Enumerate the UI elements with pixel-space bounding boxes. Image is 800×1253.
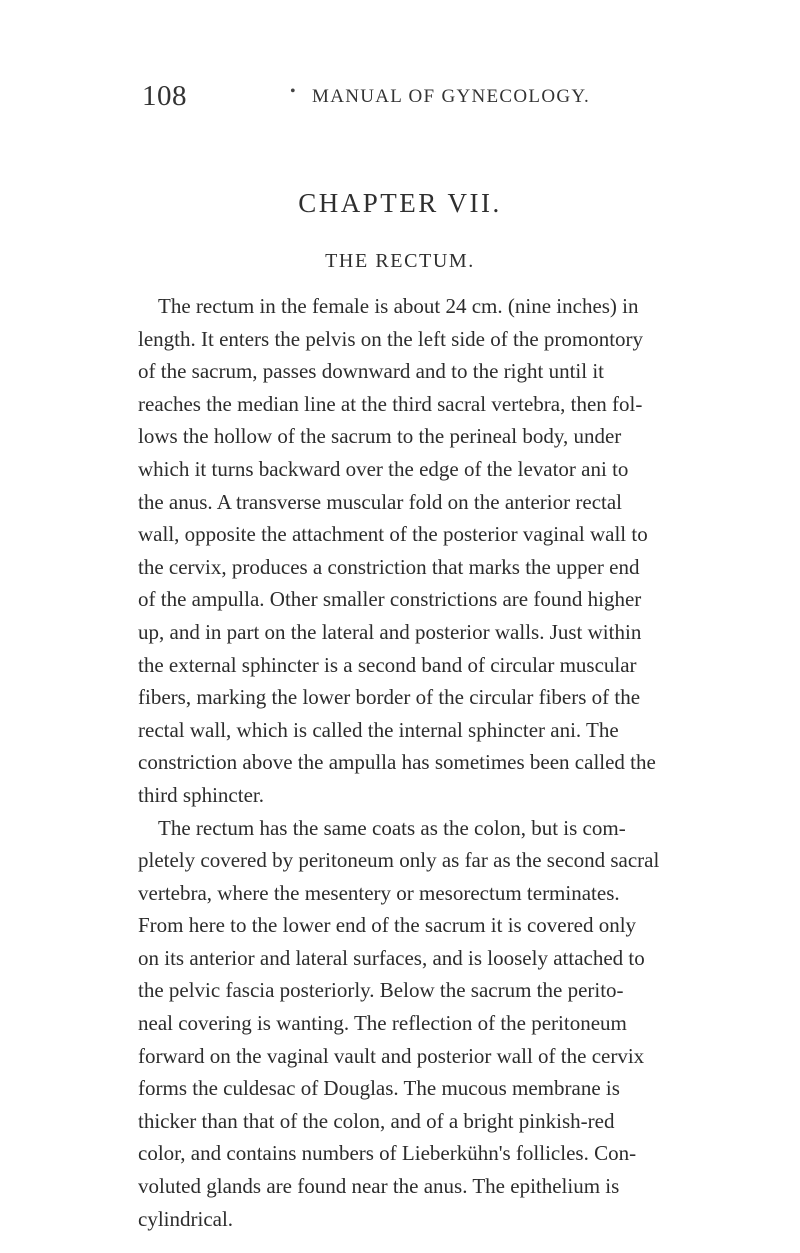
text-line: fibers, marking the lower border of the circular fibers of the: [138, 685, 641, 710]
text-line: third sphincter.: [138, 782, 264, 807]
text-line: lows the hollow of the sacrum to the perineal body, under: [138, 424, 622, 449]
text-line: forms the culdesac of Douglas. The mucous membrane is: [138, 1076, 620, 1101]
text-line: thicker than that of the colon, and of a bright pinkish-red: [138, 1108, 615, 1133]
page-number: 108: [142, 80, 187, 112]
chapter-title: THE RECTUM.: [325, 250, 475, 272]
chapter-heading: CHAPTER VII.: [298, 188, 502, 218]
text-line: up, and in part on the lateral and posterior walls. Just within: [138, 619, 642, 644]
body-text: [138, 290, 660, 1235]
text-line: constriction above the ampulla has sometimes been called the: [138, 750, 656, 775]
text-line: color, and contains numbers of Lieberkühn's follicles. Con-: [138, 1141, 637, 1166]
text-line: vertebra, where the mesentery or mesorectum terminates.: [138, 880, 620, 905]
text-line: length. It enters the pelvis on the left side of the promontory: [138, 326, 644, 351]
text-line: of the ampulla. Other smaller constrictions are found higher: [138, 587, 642, 612]
text-line: forward on the vaginal vault and posterior wall of the cervix: [138, 1043, 645, 1068]
text-line: reaches the median line at the third sacral vertebra, then fol-: [138, 391, 643, 416]
text-line: the pelvic fascia posteriorly. Below the sacrum the perito-: [138, 978, 624, 1003]
text-line: which it turns backward over the edge of the levator ani to: [138, 456, 629, 481]
text-line: rectal wall, which is called the internal sphincter ani. The: [138, 717, 619, 742]
text-line: cylindrical.: [138, 1206, 234, 1231]
running-head: [142, 80, 592, 120]
text-line: The rectum has the same coats as the colon, but is com-: [158, 815, 626, 840]
text-line: wall, opposite the attachment of the posterior vaginal wall to: [138, 522, 648, 547]
text-line: voluted glands are found near the anus. The epithelium is: [138, 1174, 620, 1199]
text-line: The rectum in the female is about 24 cm. (nine inches) in: [158, 294, 639, 318]
text-line: the external sphincter is a second band of circular muscular: [138, 652, 637, 677]
text-line: the anus. A transverse muscular fold on the anterior rectal: [138, 489, 623, 514]
bullet-mark: •: [290, 83, 296, 100]
text-line: the cervix, produces a constriction that marks the upper end: [138, 554, 640, 579]
text-line: neal covering is wanting. The reflection of the peritoneum: [138, 1011, 627, 1036]
running-title: MANUAL OF GYNECOLOGY.: [312, 86, 591, 107]
text-line: From here to the lower end of the sacrum it is covered only: [138, 913, 637, 938]
text-line: of the sacrum, passes downward and to the right until it: [138, 359, 604, 384]
text-line: on its anterior and lateral surfaces, and is loosely attached to: [138, 945, 645, 970]
text-line: pletely covered by peritoneum only as far as the second sacral: [138, 848, 660, 873]
